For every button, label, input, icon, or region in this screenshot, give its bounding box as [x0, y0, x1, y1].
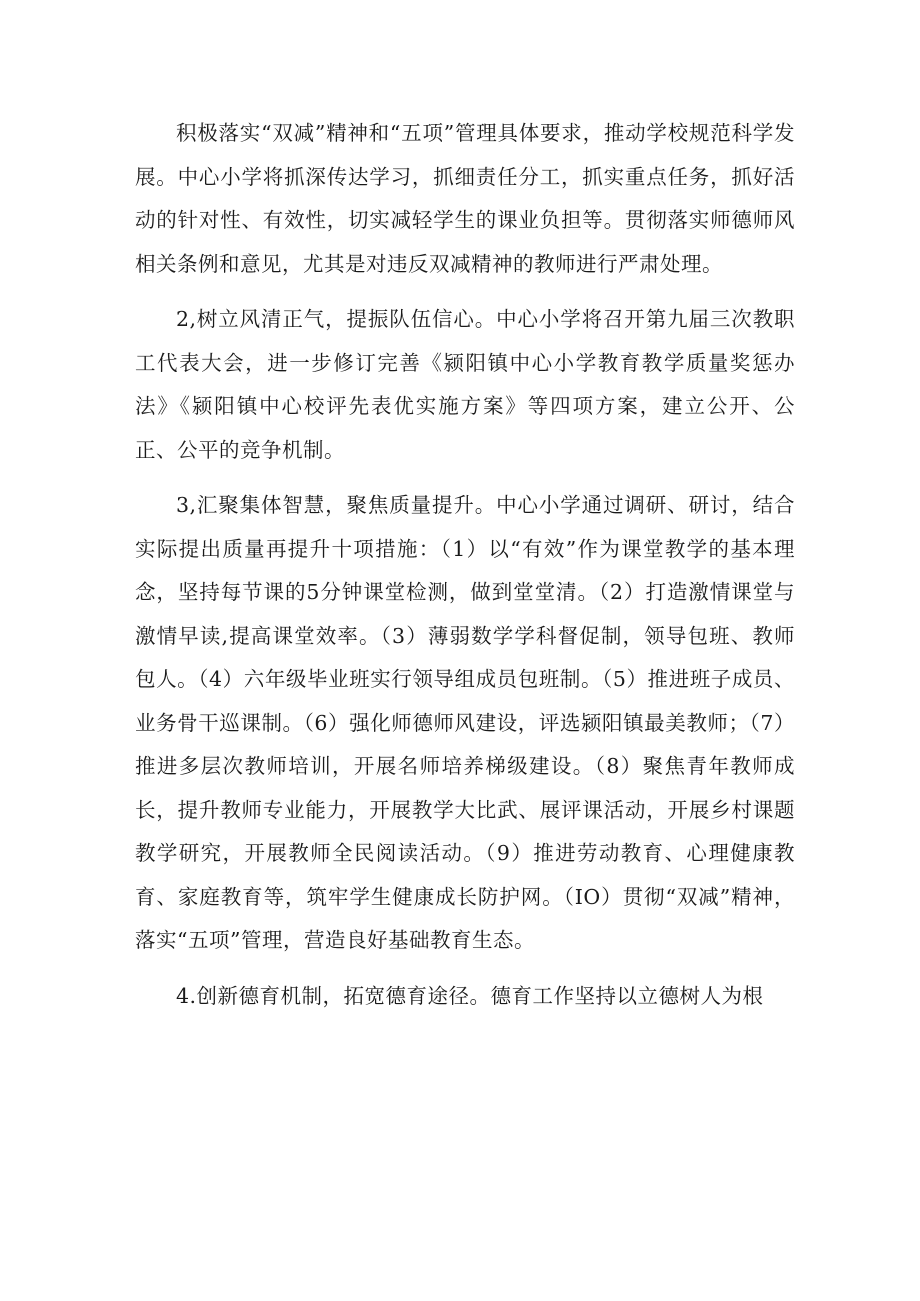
paragraph-4-moral-education: 4.创新德育机制，拓宽德育途径。德育工作坚持以立德树人为根 — [176, 983, 764, 1008]
paragraph-2-integrity: 2,树立风清正气，提振队伍信心。中心小学将召开第九届三次教职工代表大会，进一步修订完善《颍阳镇中心小学教育教学质量奖惩办法》《颍阳镇中心校评先表优实施方案》等四项方案，建立公开、公正、公平的竞争机制。 — [135, 307, 795, 462]
paragraph-double-reduction: 积极落实“双减”精神和“五项”管理具体要求，推动学校规范科学发展。中心小学将抓深传达学习，抓细责任分工，抓实重点任务，抓好活动的针对性、有效性，切实减轻学生的课业负担等。贯彻落实师德师风相关条例和意见，尤其是对违反双减精神的教师进行严肃处理。 — [135, 121, 795, 276]
document-body — [135, 112, 795, 1030]
paragraph-3-quality: 3,汇聚集体智慧，聚焦质量提升。中心小学通过调研、研讨，结合实际提出质量再提升十项措施：（1）以“有效”作为课堂教学的基本理念，坚持每节课的5分钟课堂检测，做到堂堂清。（2）打造激情课堂与激情早读,提高课堂效率。（3）薄弱数学学科督促制，领导包班、教师包人。（4）六年级毕业班实行领导组成员包班制。（5）推进班子成员、业务骨干巡课制。（6）强化师德师风建设，评选颍阳镇最美教师；（7）推进多层次教师培训，开展名师培养梯级建设。（8）聚焦青年教师成长，提升教师专业能力，开展教学大比武、展评课活动，开展乡村课题教学研究，开展教师全民阅读活动。（9）推进劳动教育、心理健康教育、家庭教育等，筑牢学生健康成长防护网。（IO）贯彻“双减”精神，落实“五项”管理，营造良好基础教育生态。 — [135, 493, 795, 952]
